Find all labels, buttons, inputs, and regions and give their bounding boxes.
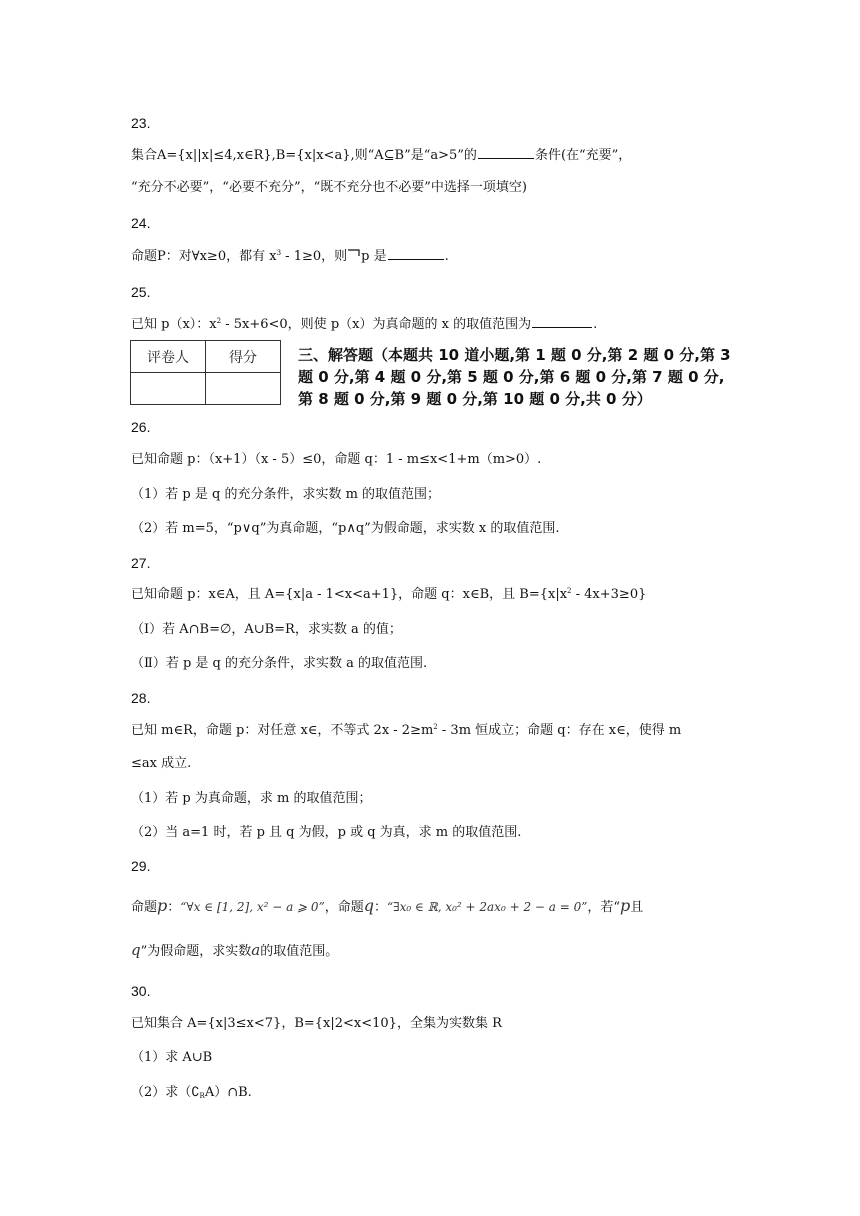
q29-text-d: 且 [630, 900, 644, 915]
q28-line1 [131, 723, 681, 739]
q25-text-a: 已知 p（x）：x [131, 317, 217, 332]
q30-line2: （1）求 A∪B [131, 1050, 213, 1065]
q30-number: 30. [131, 983, 151, 999]
q29-colon: ： [167, 900, 181, 915]
q28-line3: （1）若 p 为真命题，求 m 的取值范围； [131, 791, 372, 806]
answer-blank [388, 248, 444, 260]
reviewer-cell [131, 373, 206, 405]
q27-text-b: - 4x+3≥0} [571, 587, 647, 602]
q27-line1 [131, 587, 646, 603]
q29-line1 [131, 898, 643, 916]
q23-line2: “充分不必要”，“必要不充分”，“既不充分也不必要”中选择一项填空) [131, 180, 527, 195]
q23-number: 23. [131, 115, 151, 131]
q27-line2: （Ⅰ）若 A∩B=∅，A∪B=R，求实数 a 的值； [131, 622, 402, 637]
q26-line2: （1）若 p 是 q 的充分条件，求实数 m 的取值范围； [131, 487, 441, 502]
section-title: 三、解答题（本题共 10 道小题,第 1 题 0 分,第 2 题 0 分,第 3 题 0 分,第 4 题 0 分,第 5 题 0 分,第 6 题 0 分,第 7 题 0 分,第 8 题 0 分,第 9 题 0 分,第 10 题 0 分,共 0 分） [298, 346, 731, 408]
q24-number: 24. [131, 215, 151, 231]
q27-number: 27. [131, 555, 151, 571]
q26-line1: 已知命题 p：（x+1）（x - 5）≤0，命题 q：1 - m≤x<1+m（m>0）. [131, 452, 542, 467]
q26-number: 26. [131, 419, 151, 435]
q29-formula-q: “∃x₀ ∈ ℝ, x₀² + 2ax₀ + 2 − a = 0” [386, 900, 588, 914]
q29-var-a: a [251, 941, 261, 959]
q29-text-b: ，命题 [324, 900, 364, 915]
q29-var-q: q [363, 896, 374, 915]
score-header: 得分 [206, 341, 281, 373]
answer-blank [532, 316, 592, 328]
q28-exponent: 2 [433, 723, 438, 731]
q29-var-p: p [620, 896, 631, 915]
q24-text-a: 命题P：对∀x≥0，都有 x [131, 249, 277, 264]
reviewer-header: 评卷人 [131, 341, 206, 373]
q25-text-c: . [593, 317, 598, 332]
q25-exponent: 2 [216, 317, 222, 325]
q29-formula-p: “∀x ∈ [1, 2], x² − a ⩾ 0” [180, 900, 325, 914]
q23-text-a: 集合A={x||x|≤4,x∈R},B={x|x<a},则“A⊆B”是“a>5”的 [131, 148, 477, 163]
q29-text-c: ，若“ [587, 900, 621, 915]
q29-var-q: q [131, 941, 141, 959]
q30-subscript: R [199, 1092, 205, 1100]
q29-text-a: 命题 [131, 900, 158, 915]
q24-exponent: 3 [276, 249, 282, 257]
q30-text-b: A）∩B. [204, 1085, 252, 1100]
q30-line3 [131, 1085, 252, 1101]
q28-text-a: 已知 m∈R，命题 p：对任意 x∈，不等式 2x - 2≥m [131, 723, 434, 738]
q24-text-c: p 是 [361, 249, 387, 264]
q29-line2 [131, 942, 338, 960]
q29-text-e: ”为假命题，求实数 [140, 944, 252, 959]
q26-line3: （2）若 m=5，“p∨q”为真命题，“p∧q”为假命题，求实数 x 的取值范围. [131, 521, 560, 536]
q28-line2: ≤ax 成立. [131, 756, 192, 771]
q30-line1: 已知集合 A={x|3≤x<7}，B={x|2<x<10}，全集为实数集 R [131, 1016, 502, 1031]
answer-blank [478, 147, 534, 159]
q24-line1 [131, 248, 449, 265]
q29-colon: ： [373, 900, 387, 915]
q28-text-b: - 3m 恒成立；命题 q：存在 x∈，使得 m [437, 723, 682, 738]
q27-exponent: 2 [567, 587, 572, 595]
q23-text-b: 条件(在“充要”， [534, 148, 632, 163]
score-cell [206, 373, 281, 405]
negation-icon [347, 248, 361, 258]
q27-text-a: 已知命题 p：x∈A，且 A={x|a - 1<x<a+1}，命题 q：x∈B，且 B={x|x [131, 587, 568, 602]
q29-number: 29. [131, 858, 151, 874]
q23-line1 [131, 147, 631, 164]
q25-number: 25. [131, 284, 151, 300]
q30-text-a: （2）求（∁ [131, 1085, 200, 1100]
q28-line4: （2）当 a=1 时，若 p 且 q 为假，p 或 q 为真，求 m 的取值范围. [131, 825, 522, 840]
q29-text-f: 的取值范围。 [260, 944, 339, 959]
q29-var-p: p [157, 896, 168, 915]
q27-line3: （Ⅱ）若 p 是 q 的充分条件，求实数 a 的取值范围. [131, 656, 428, 671]
q28-number: 28. [131, 690, 151, 706]
q25-line1 [131, 316, 597, 333]
q24-text-b: - 1≥0，则 [281, 249, 348, 264]
q24-text-d: . [444, 249, 449, 264]
q25-text-b: - 5x+6<0，则使 p（x）为真命题的 x 的取值范围为 [221, 317, 532, 332]
score-table [130, 340, 281, 405]
